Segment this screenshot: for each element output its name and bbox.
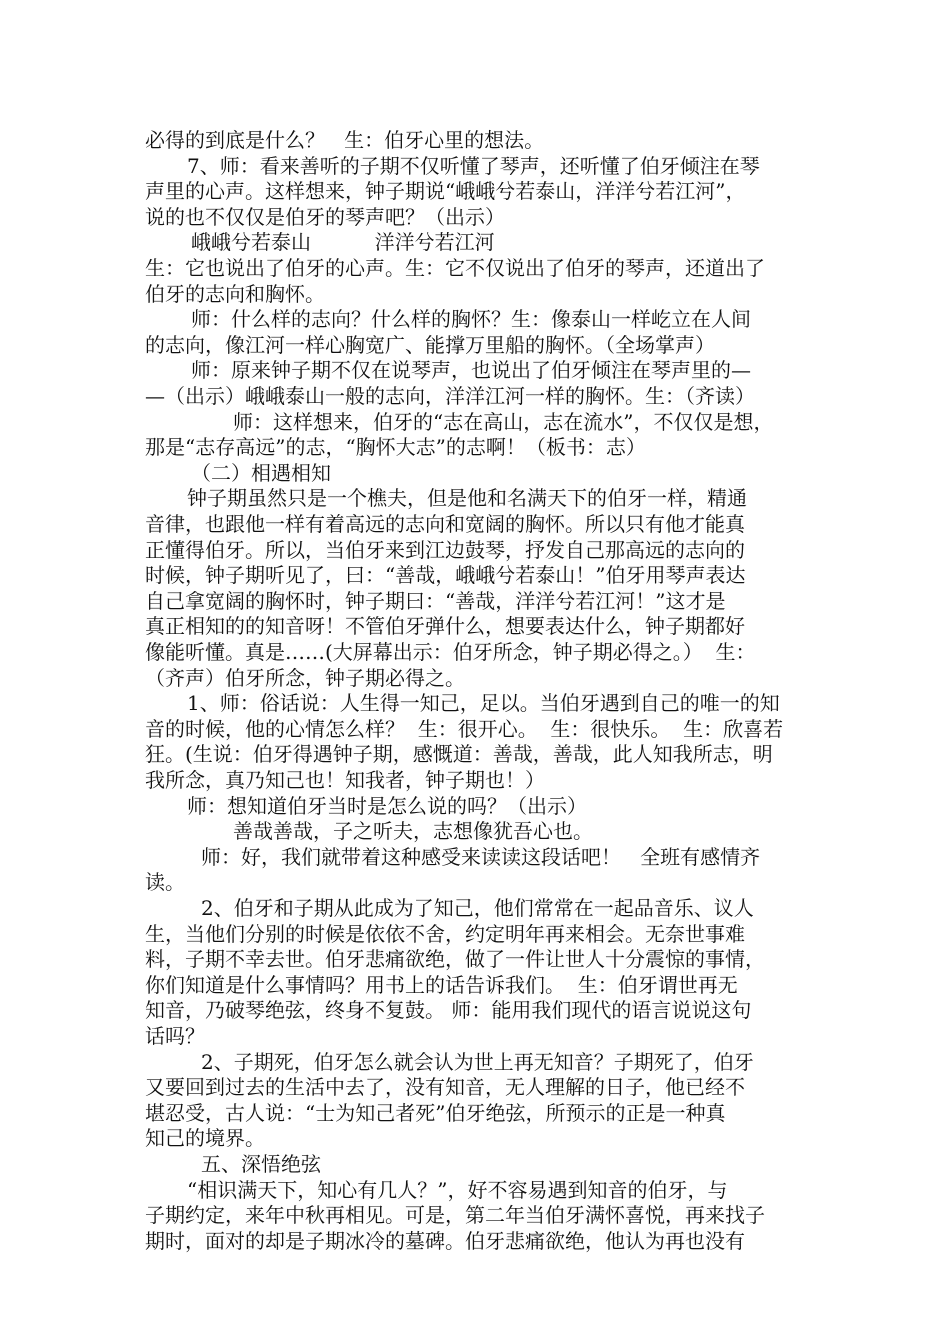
text-line: 生，当他们分别的时候是依依不舍，约定明年再来相会。无奈世事难	[145, 921, 745, 946]
text-line: 正懂得伯牙。所以，当伯牙来到江边鼓琴，抒发自己那高远的志向的	[145, 537, 745, 562]
text-line: 像能听懂。真是……(大屏幕出示：伯牙所念，钟子期必得之。） 生：	[145, 640, 756, 664]
text-line: 钟子期虽然只是一个樵夫，但是他和名满天下的伯牙一样，精通	[187, 486, 747, 511]
text-line: 1、师：俗话说：人生得一知己，足以。当伯牙遇到自己的唯一的知	[187, 691, 780, 716]
text-line: 那是“志存高远”的志，“胸怀大志”的志啊！（板书：志）	[145, 435, 646, 460]
text-line: 知音，乃破琴绝弦，终身不复鼓。 师：能用我们现代的语言说说这句	[145, 998, 752, 1023]
text-line: 期时，面对的却是子期冰冷的墓碑。伯牙悲痛欲绝，他认为再也没有	[145, 1228, 745, 1253]
text-line: 你们知道是什么事情吗？用书上的话告诉我们。 生：伯牙谓世再无	[145, 972, 738, 997]
text-line: 时候，钟子期听见了，曰：“善哉，峨峨兮若泰山！”伯牙用琴声表达	[145, 563, 746, 588]
text-line: 7、师：看来善听的子期不仅听懂了琴声，还听懂了伯牙倾注在琴	[187, 153, 760, 178]
text-line: 话吗？	[145, 1024, 205, 1048]
text-line: 五、深悟绝弦	[201, 1152, 321, 1176]
text-line: 师：这样想来，伯牙的“志在高山，志在流水”，不仅仅是想，	[233, 409, 774, 434]
text-line: 说的也不仅仅是伯牙的琴声吧？（出示）	[145, 204, 505, 229]
text-line: 知己的境界。	[145, 1126, 265, 1151]
text-line: 堪忍受，古人说：“士为知己者死”伯牙绝弦，所预示的正是一种真	[145, 1100, 726, 1125]
text-line: 料，子期不幸去世。伯牙悲痛欲绝，做了一件让世人十分震惊的事情，	[145, 947, 765, 972]
text-line: 2、伯牙和子期从此成为了知己，他们常常在一起品音乐、议人	[201, 896, 754, 920]
text-line: —（出示）峨峨泰山一般的志向，洋洋江河一样的胸怀。生：（齐读）	[145, 384, 755, 408]
text-line: 真正相知的的知音呀！不管伯牙弹什么，想要表达什么，钟子期都好	[145, 614, 745, 639]
text-line: 音律，也跟他一样有着高远的志向和宽阔的胸怀。所以只有他才能真	[145, 512, 745, 536]
text-line: 声里的心声。这样想来，钟子期说“峨峨兮若泰山，洋洋兮若江河”，	[145, 179, 746, 204]
text-line: 伯牙的志向和胸怀。	[145, 281, 325, 306]
text-line: 善哉善哉，子之听夫，志想像犹吾心也。	[233, 819, 593, 844]
text-line: 音的时候，他的心情怎么样？ 生：很开心。 生：很快乐。 生：欣喜若	[145, 716, 784, 741]
text-line: 的志向，像江河一样心胸宽广、能撑万里船的胸怀。（全场掌声）	[145, 332, 715, 357]
text-line: 我所念，真乃知己也！知我者，钟子期也！）	[145, 768, 545, 792]
text-line: 读。	[145, 870, 185, 895]
text-line: “相识满天下，知心有几人？”，好不容易遇到知音的伯牙，与	[187, 1177, 728, 1202]
text-line: （齐声）伯牙所念，钟子期必得之。	[145, 665, 465, 690]
text-line: 峨峨兮若泰山 洋洋兮若江河	[191, 230, 495, 255]
text-line: 子期约定，来年中秋再相见。可是，第二年当伯牙满怀喜悦，再来找子	[145, 1203, 765, 1228]
text-line: 必得的到底是什么？ 生：伯牙心里的想法。	[145, 128, 545, 152]
text-line: 师：原来钟子期不仅在说琴声，也说出了伯牙倾注在琴声里的—	[191, 358, 751, 383]
text-line: 生：它也说出了伯牙的心声。生：它不仅说出了伯牙的琴声，还道出了	[145, 256, 765, 280]
text-line: 又要回到过去的生活中去了，没有知音，无人理解的日子，他已经不	[145, 1075, 745, 1100]
text-line: 狂。(生说：伯牙得遇钟子期，感慨道：善哉，善哉，此人知我所志，明	[145, 742, 773, 767]
text-line: 师：想知道伯牙当时是怎么说的吗？（出示）	[187, 793, 587, 818]
text-line: 自己拿宽阔的胸怀时，钟子期曰：“善哉，洋洋兮若江河！”这才是	[145, 588, 726, 613]
text-line: 师：什么样的志向？什么样的胸怀？生：像泰山一样屹立在人间	[191, 307, 751, 332]
text-line: （二）相遇相知	[191, 460, 331, 485]
text-line: 师：好，我们就带着这种感受来读读这段话吧！ 全班有感情齐	[201, 844, 761, 869]
text-line: 2、子期死，伯牙怎么就会认为世上再无知音？子期死了，伯牙	[201, 1049, 754, 1074]
